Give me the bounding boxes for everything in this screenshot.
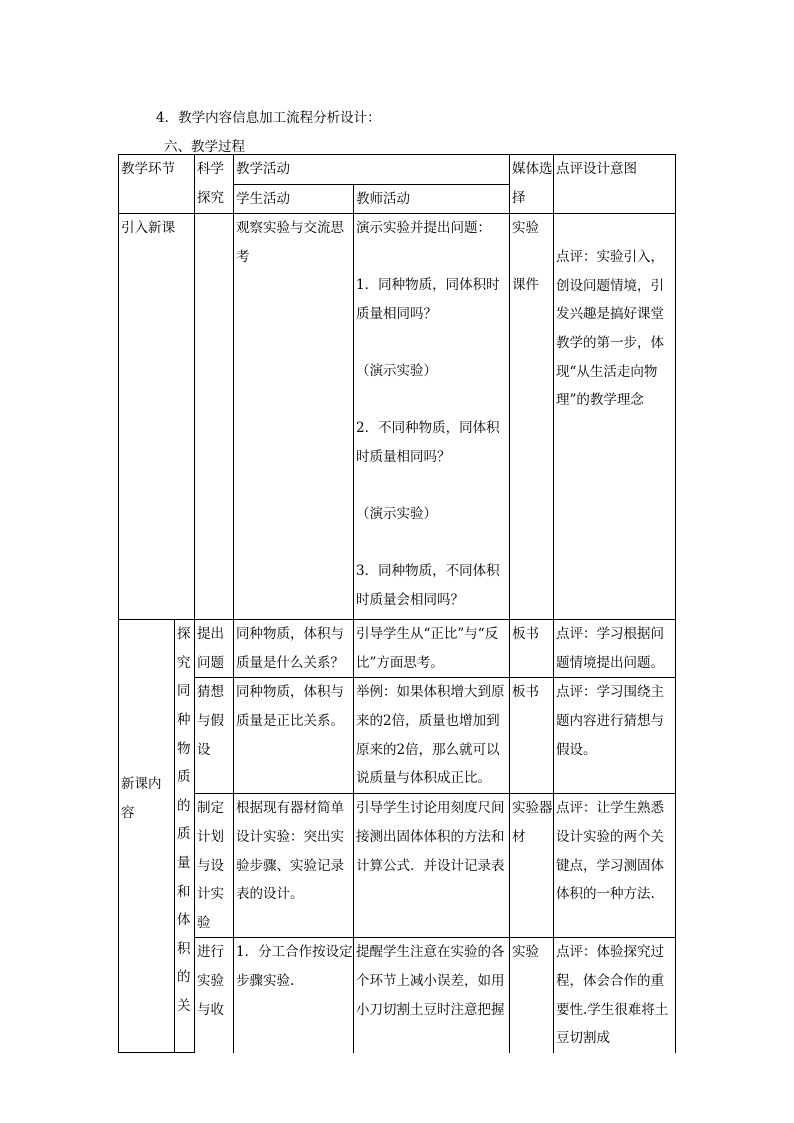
intro-media: 实验 课件: [510, 214, 554, 620]
row1-step: 提出问题: [195, 620, 234, 678]
row1-student: 同种物质，体积与质量是什么关系？: [234, 620, 354, 678]
row4-step: 进行实验与收: [195, 938, 234, 1053]
row1-teacher: 引导学生从“正比”与“反比”方面思考。: [354, 620, 510, 678]
intro-stage: 引入新课: [119, 214, 195, 620]
row2-media: 板书: [510, 678, 554, 794]
row3-step: 制定计划与设计实验: [195, 794, 234, 938]
row2-comment: 点评：学习围绕主题内容进行猜想与假设。: [554, 678, 676, 794]
teaching-process-table: [118, 154, 676, 1053]
header-teacher: 教师活动: [354, 184, 510, 214]
row4-media: 实验: [510, 938, 554, 1053]
header-media: 媒体选择: [510, 155, 554, 214]
header-comment: 点评设计意图: [554, 155, 676, 214]
row4-comment: 点评：体验探究过程，体会合作的重要性.学生很难将土豆切割成: [554, 938, 676, 1053]
row3-comment: 点评：让学生熟悉设计实验的两个关键点，学习测固体体积的一种方法.: [554, 794, 676, 938]
intro-teacher: 演示实验并提出问题： 1．同种物质，同体积时质量相同吗？ （演示实验） 2．不同种物质，同体积时质量相同吗？ （演示实验） 3．同种物质，不同体积时质量会相同吗？: [354, 214, 510, 620]
new-lesson-stage: [119, 620, 175, 1053]
new-lesson-topic: 探究同种物质的质量和体积的关: [175, 620, 195, 1053]
heading-item-4: 4．教学内容信息加工流程分析设计：: [156, 110, 381, 126]
heading-section-6: 六、教学过程: [164, 139, 245, 155]
intro-comment: 点评：实验引入，创设问题情境，引发兴趣是搞好课堂教学的第一步，体现“从生活走向物理”的教学理念: [554, 214, 676, 620]
row2-teacher: 举例：如果体积增大到原来的2倍，质量也增加到原来的2倍，那么就可以说质量与体积成正比。: [354, 678, 510, 794]
header-inquiry: 科学探究: [195, 155, 234, 214]
row3-media: 实验器材: [510, 794, 554, 938]
row2-step: 猜想与假设: [195, 678, 234, 794]
new-lesson-stage-label: 新课内容: [121, 776, 162, 821]
row4-student: 1．分工合作按设定步骤实验.: [234, 938, 354, 1053]
row2-student: 同种物质，体积与质量是正比关系。: [234, 678, 354, 794]
intro-student: 观察实验与交流思考: [234, 214, 354, 620]
row3-teacher: 引导学生讨论用刻度尺间接测出固体体积的方法和计算公式．并设计记录表: [354, 794, 510, 938]
header-activity: 教学活动: [234, 155, 510, 185]
row4-teacher: 提醒学生注意在实验的各个环节上减小误差，如用小刀切割土豆时注意把握: [354, 938, 510, 1053]
row3-student: 根据现有器材简单设计实验：突出实验步骤、实验记录表的设计。: [234, 794, 354, 938]
intro-inquiry: [195, 214, 234, 620]
header-student: 学生活动: [234, 184, 354, 214]
header-stage: 教学环节: [119, 155, 195, 214]
row1-comment: 点评：学习根据问题情境提出问题。: [554, 620, 676, 678]
row1-media: 板书: [510, 620, 554, 678]
